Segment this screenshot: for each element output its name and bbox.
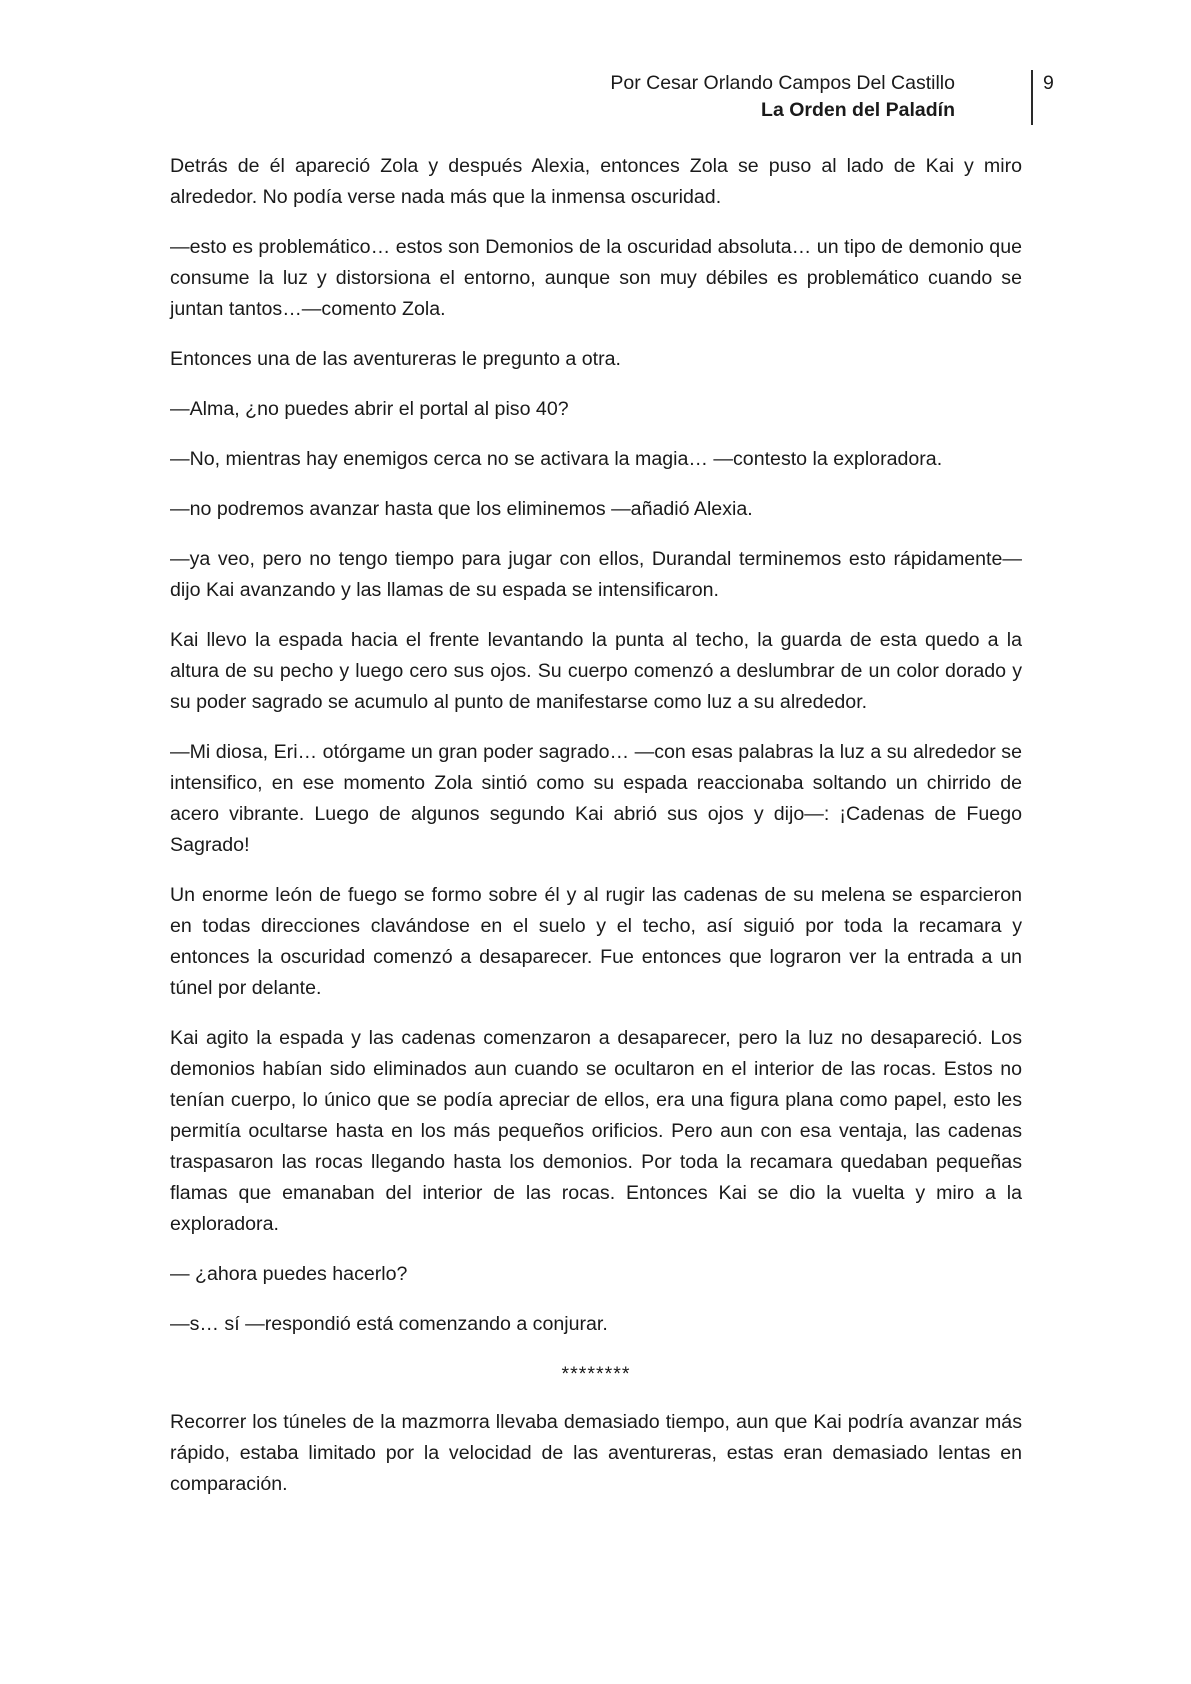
paragraph: Detrás de él apareció Zola y después Alexia, entonces Zola se puso al lado de Kai y miro alrededor. No podía verse nada más que la inmensa oscuridad. [170,155,1022,208]
page-number: 9 [1043,72,1054,94]
header-divider [1031,70,1033,125]
header-author: Por Cesar Orlando Campos Del Castillo [610,72,955,94]
paragraph: —No, mientras hay enemigos cerca no se activara la magia… —contesto la exploradora. [170,448,943,470]
paragraph: —no podremos avanzar hasta que los eliminemos —añadió Alexia. [170,498,753,520]
paragraph: —ya veo, pero no tengo tiempo para jugar con ellos, Durandal terminemos esto rápidamente—dijo Kai avanzando y las llamas de su espada se intensificaron. [170,548,1022,601]
scene-separator: ******** [561,1363,631,1385]
body-text [170,151,1022,1519]
paragraph: Entonces una de las aventureras le pregunto a otra. [170,348,621,370]
running-header [610,70,955,124]
paragraph: Un enorme león de fuego se formo sobre él y al rugir las cadenas de su melena se esparcieron en todas direcciones clavándose en el suelo y el techo, así siguió por toda la recamara y entonces la oscuridad comenzó a desaparecer. Fue entonces que lograron ver la entrada a un túnel por delante. [170,884,1022,999]
header-book-title: La Orden del Paladín [761,99,955,121]
paragraph: —Alma, ¿no puedes abrir el portal al piso 40? [170,398,569,420]
paragraph: —Mi diosa, Eri… otórgame un gran poder sagrado… —con esas palabras la luz a su alrededor se intensifico, en ese momento Zola sintió como su espada reaccionaba soltando un chirrido de acero vibrante. Luego de algunos segundo Kai abrió sus ojos y dijo—: ¡Cadenas de Fuego Sagrado! [170,741,1022,856]
paragraph: —s… sí —respondió está comenzando a conjurar. [170,1313,608,1335]
paragraph: Kai llevo la espada hacia el frente levantando la punta al techo, la guarda de esta quedo a la altura de su pecho y luego cero sus ojos. Su cuerpo comenzó a deslumbrar de un color dorado y su poder sagrado se acumulo al punto de manifestarse como luz a su alrededor. [170,629,1022,713]
paragraph: Recorrer los túneles de la mazmorra llevaba demasiado tiempo, aun que Kai podría avanzar más rápido, estaba limitado por la velocidad de las aventureras, estas eran demasiado lentas en comparación. [170,1411,1022,1495]
paragraph: Kai agito la espada y las cadenas comenzaron a desaparecer, pero la luz no desapareció. Los demonios habían sido eliminados aun cuando se ocultaron en el interior de las rocas. Estos no tenían cuerpo, lo único que se podía apreciar de ellos, era una figura plana como papel, esto les permitía ocultarse hasta en los más pequeños orificios. Pero aun con esa ventaja, las cadenas traspasaron las rocas llegando hasta los demonios. Por toda la recamara quedaban pequeñas flamas que emanaban del interior de las rocas. Entonces Kai se dio la vuelta y miro a la exploradora. [170,1027,1022,1235]
paragraph: — ¿ahora puedes hacerlo? [170,1263,408,1285]
paragraph: —esto es problemático… estos son Demonios de la oscuridad absoluta… un tipo de demonio que consume la luz y distorsiona el entorno, aunque son muy débiles es problemático cuando se juntan tantos…—comento Zola. [170,236,1022,320]
